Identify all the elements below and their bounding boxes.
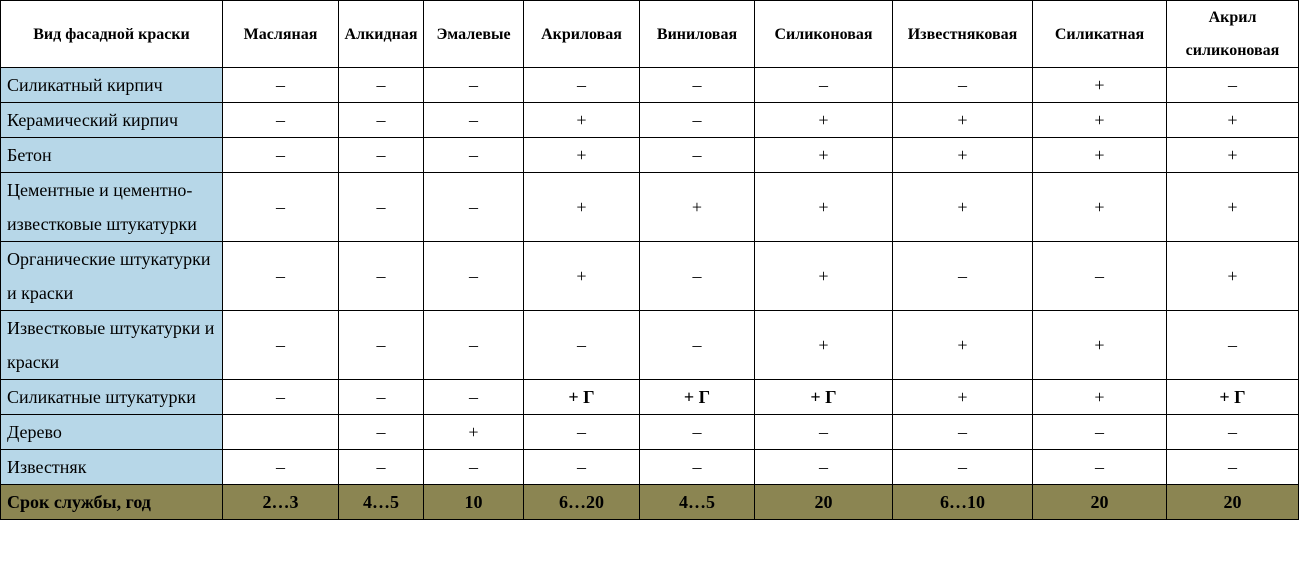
table-cell: + xyxy=(893,311,1033,380)
table-cell: + xyxy=(524,103,640,138)
table-cell: – xyxy=(893,450,1033,485)
table-cell: – xyxy=(640,103,755,138)
footer-cell: 20 xyxy=(755,485,893,520)
footer-cell: 20 xyxy=(1033,485,1167,520)
table-cell: – xyxy=(640,138,755,173)
table-cell: – xyxy=(1167,68,1299,103)
table-cell: – xyxy=(893,242,1033,311)
footer-row xyxy=(1,485,1299,520)
header-cell: Вид фасадной краски xyxy=(1,1,223,68)
table-row xyxy=(1,450,1299,485)
table-cell: – xyxy=(424,103,524,138)
header-cell: Эмалевые xyxy=(424,1,524,68)
table-cell: – xyxy=(1167,450,1299,485)
table-cell: – xyxy=(1033,415,1167,450)
row-label: Органические штукатурки и краски xyxy=(1,242,223,311)
table-cell: – xyxy=(424,68,524,103)
header-cell: Масляная xyxy=(223,1,339,68)
table-cell: – xyxy=(1167,415,1299,450)
table-cell: – xyxy=(339,311,424,380)
table-cell: + xyxy=(1167,173,1299,242)
table-cell: + Г xyxy=(524,380,640,415)
table-cell: + xyxy=(755,173,893,242)
table-cell: – xyxy=(223,242,339,311)
row-label: Силикатные штукатурки xyxy=(1,380,223,415)
table-cell: – xyxy=(424,138,524,173)
table-row xyxy=(1,415,1299,450)
table-cell: + xyxy=(1167,103,1299,138)
table-cell: – xyxy=(223,380,339,415)
table-cell: – xyxy=(424,242,524,311)
row-label: Известковые штукатурки и краски xyxy=(1,311,223,380)
footer-cell: 2…3 xyxy=(223,485,339,520)
table-cell: – xyxy=(339,138,424,173)
table-cell: + xyxy=(893,138,1033,173)
table-cell: + xyxy=(1033,68,1167,103)
table-cell: + xyxy=(1167,138,1299,173)
table-cell: – xyxy=(893,68,1033,103)
table-cell: – xyxy=(755,68,893,103)
header-cell: Силиконовая xyxy=(755,1,893,68)
table-cell: – xyxy=(223,103,339,138)
table-row xyxy=(1,173,1299,242)
table-cell: – xyxy=(223,173,339,242)
row-label: Цементные и цементно-известковые штукатурки xyxy=(1,173,223,242)
table-cell: – xyxy=(640,68,755,103)
table-cell: – xyxy=(424,173,524,242)
table-cell: – xyxy=(424,450,524,485)
footer-cell: 20 xyxy=(1167,485,1299,520)
footer-cell: 6…20 xyxy=(524,485,640,520)
table-row xyxy=(1,380,1299,415)
table-cell: – xyxy=(640,450,755,485)
table-cell: + xyxy=(755,138,893,173)
table-cell: + xyxy=(755,242,893,311)
table-cell: + xyxy=(1033,173,1167,242)
table-body xyxy=(1,68,1299,485)
row-label: Керамический кирпич xyxy=(1,103,223,138)
footer-cell: 6…10 xyxy=(893,485,1033,520)
table-cell: – xyxy=(339,242,424,311)
row-label: Известняк xyxy=(1,450,223,485)
table-cell: + xyxy=(524,242,640,311)
header-cell: Алкидная xyxy=(339,1,424,68)
table-cell: + xyxy=(893,380,1033,415)
table-row xyxy=(1,242,1299,311)
table-cell: – xyxy=(640,415,755,450)
table-cell: – xyxy=(1033,450,1167,485)
table-cell: – xyxy=(524,68,640,103)
table-cell: + xyxy=(1167,242,1299,311)
table-cell: + xyxy=(1033,138,1167,173)
table-cell: + xyxy=(893,173,1033,242)
table-cell: + xyxy=(524,138,640,173)
table-cell: + xyxy=(424,415,524,450)
table-cell: – xyxy=(1167,311,1299,380)
footer-cell: 4…5 xyxy=(640,485,755,520)
header-row xyxy=(1,1,1299,68)
table-cell: – xyxy=(223,311,339,380)
table-cell: + xyxy=(1033,380,1167,415)
table-cell: – xyxy=(1033,242,1167,311)
header-cell: Акриловая xyxy=(524,1,640,68)
footer-label: Срок службы, год xyxy=(1,485,223,520)
table-cell: + xyxy=(524,173,640,242)
table-cell: + xyxy=(755,103,893,138)
table-cell: – xyxy=(640,242,755,311)
table-row xyxy=(1,138,1299,173)
table-cell: – xyxy=(223,138,339,173)
table-cell: + Г xyxy=(755,380,893,415)
table-cell: – xyxy=(223,68,339,103)
table-cell: – xyxy=(339,450,424,485)
header-cell: Известняковая xyxy=(893,1,1033,68)
header-cell: Силикатная xyxy=(1033,1,1167,68)
row-label: Бетон xyxy=(1,138,223,173)
row-label: Дерево xyxy=(1,415,223,450)
table-cell: – xyxy=(424,380,524,415)
table-cell: + Г xyxy=(1167,380,1299,415)
table-cell: – xyxy=(524,450,640,485)
table-cell: – xyxy=(640,311,755,380)
table-cell: + xyxy=(1033,103,1167,138)
table-cell: – xyxy=(339,103,424,138)
header-cell: Акрил силиконовая xyxy=(1167,1,1299,68)
table-cell: – xyxy=(223,450,339,485)
footer-cell: 4…5 xyxy=(339,485,424,520)
table-row xyxy=(1,311,1299,380)
table-cell: + xyxy=(755,311,893,380)
table-cell: – xyxy=(524,415,640,450)
table-cell xyxy=(223,415,339,450)
table-cell: – xyxy=(893,415,1033,450)
table-cell: – xyxy=(339,380,424,415)
table-cell: – xyxy=(339,173,424,242)
table-cell: – xyxy=(339,68,424,103)
table-cell: + xyxy=(640,173,755,242)
table-cell: + xyxy=(1033,311,1167,380)
table-cell: + xyxy=(893,103,1033,138)
table-cell: – xyxy=(339,415,424,450)
header-cell: Виниловая xyxy=(640,1,755,68)
row-label: Силикатный кирпич xyxy=(1,68,223,103)
table-cell: – xyxy=(755,450,893,485)
table-row xyxy=(1,68,1299,103)
table-cell: + Г xyxy=(640,380,755,415)
footer-cell: 10 xyxy=(424,485,524,520)
table-row xyxy=(1,103,1299,138)
table-cell: – xyxy=(755,415,893,450)
table-cell: – xyxy=(424,311,524,380)
table-cell: – xyxy=(524,311,640,380)
